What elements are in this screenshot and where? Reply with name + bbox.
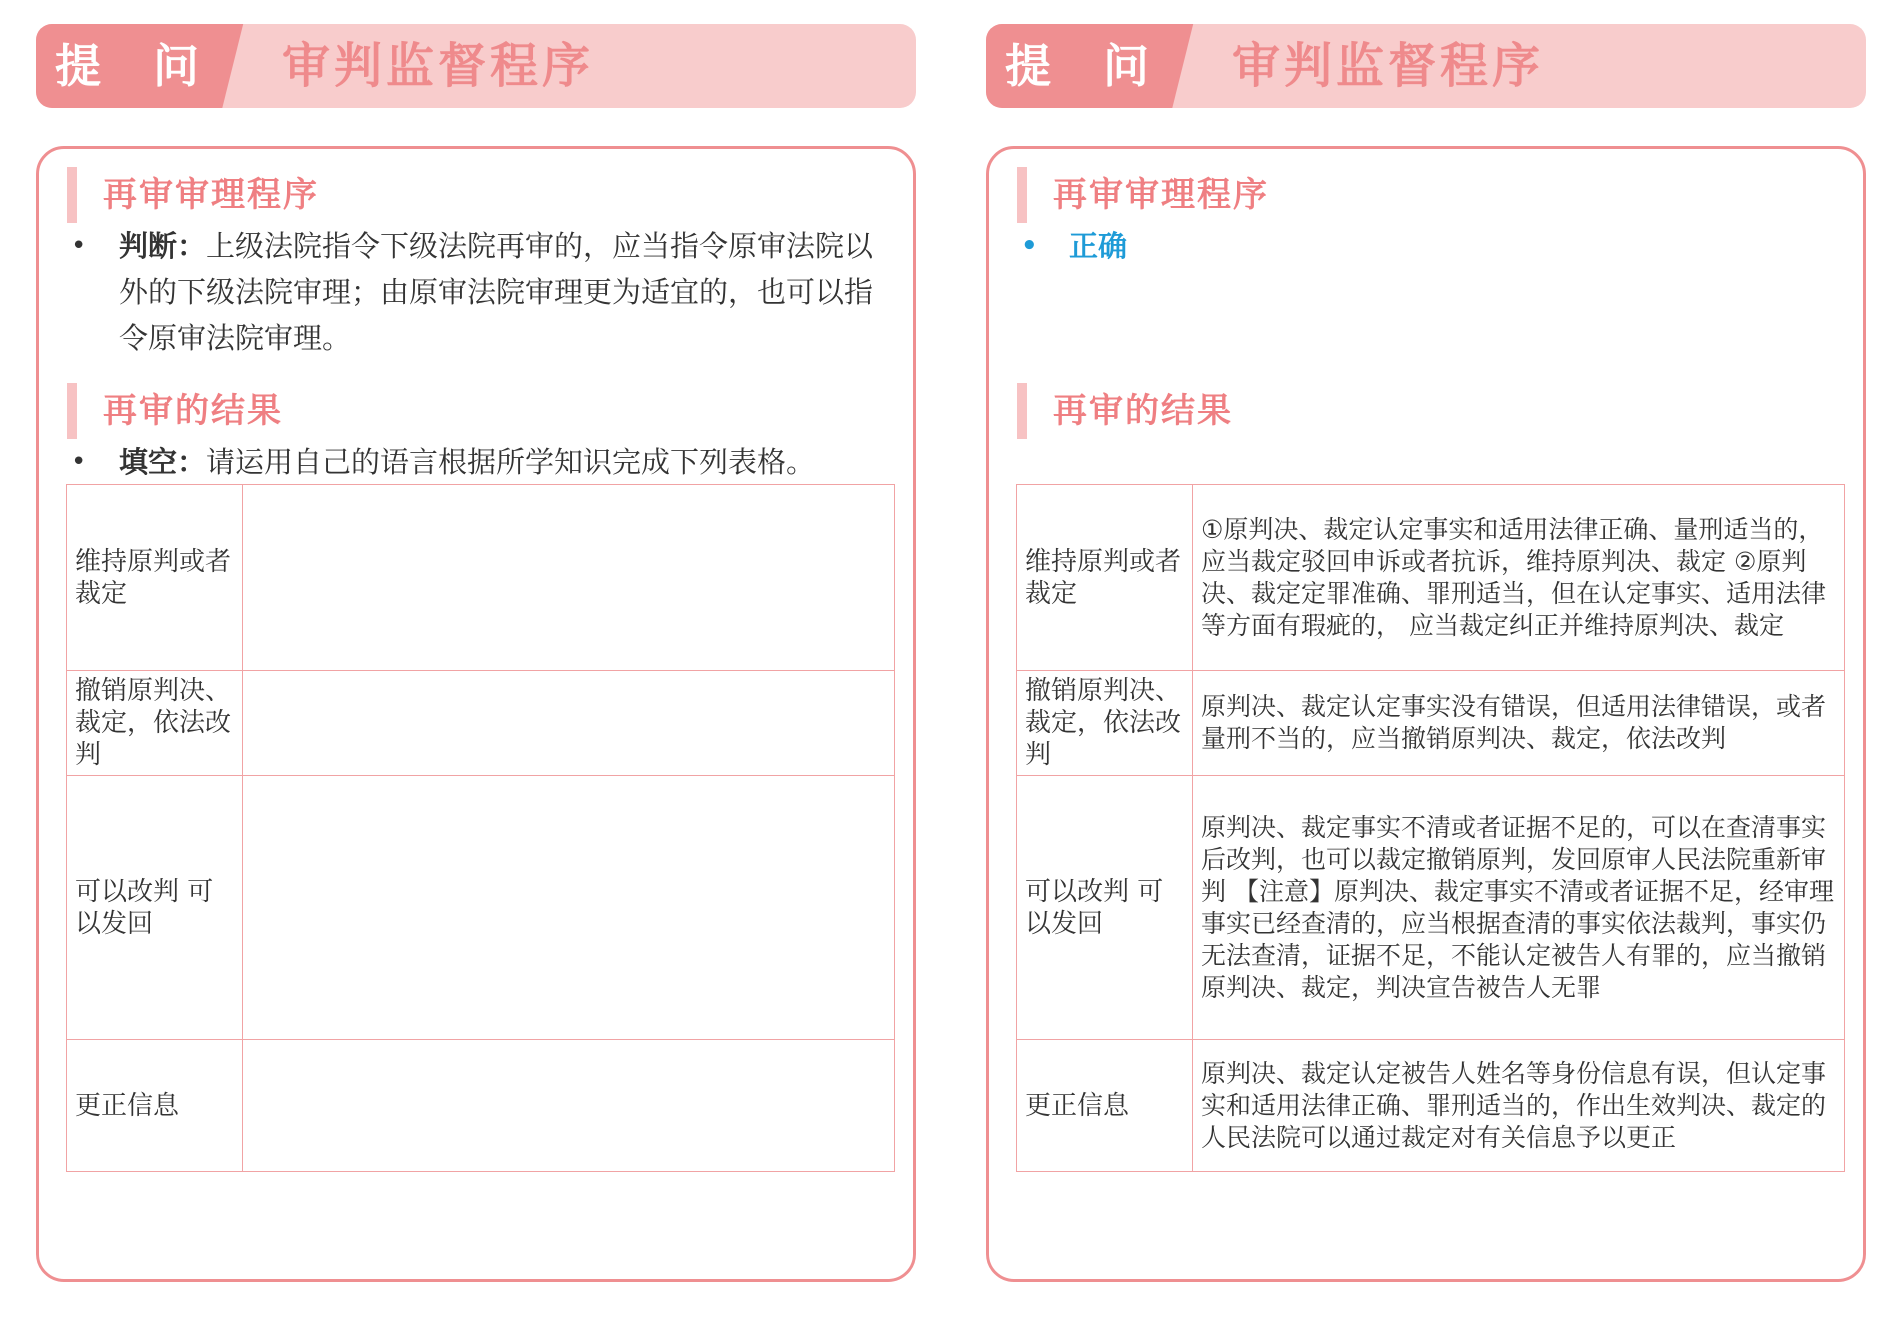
answer-cell[interactable] [243,776,895,1040]
row-label: 更正信息 [67,1040,243,1172]
row-label: 更正信息 [1017,1040,1193,1172]
banner-title: 审判监督程序 [282,38,595,94]
question-lead: 判断： [119,229,207,263]
banner-title: 审判监督程序 [1232,38,1545,94]
question-tag: 提 问 [986,24,1196,108]
row-label: 撤销原判决、裁定，依法改判 [1017,671,1193,776]
row-label: 维持原判或者裁定 [67,485,243,671]
question-lead: 填空： [119,445,207,479]
fill-blank-question [71,439,891,485]
answer-cell: 原判决、裁定事实不清或者证据不足的，可以在查清事实后改判，也可以裁定撤销原判，发回原审人民法院重新审判 【注意】原判决、裁定事实不清或者证据不足，经审理事实已经查清的，应当根据查清的事实依法裁判，事实仍无法查清，证据不足，不能认定被告人有罪的，应当撤销原判决、裁定，判决宣告被告人无罪 [1193,776,1845,1040]
section-title-retrial-result: 再审的结果 [67,383,283,439]
answer-cell[interactable] [243,485,895,671]
header-banner [36,24,916,108]
row-label: 可以改判 可以发回 [1017,776,1193,1040]
answer-panel-right [986,24,1866,1284]
answer-cell: ①原判决、裁定认定事实和适用法律正确、量刑适当的，应当裁定驳回申诉或者抗诉，维持原判决、裁定 ②原判决、裁定定罪准确、罪刑适当，但在认定事实、适用法律等方面有瑕疵的， 应当裁定纠正并维持原判决、裁定 [1193,485,1845,671]
answer-text: 正确 [1069,229,1128,263]
answer-cell[interactable] [243,1040,895,1172]
row-label: 维持原判或者裁定 [1017,485,1193,671]
table-row [1017,1040,1845,1172]
judgement-answer [1021,223,1841,269]
table-row [67,776,895,1040]
bullet-dot-icon: • [71,447,87,477]
question-text: 请运用自己的语言根据所学知识完成下列表格。 [206,445,816,479]
table-row [67,485,895,671]
bullet-dot-icon: • [71,231,87,261]
answer-cell: 原判决、裁定认定事实没有错误，但适用法律错误，或者量刑不当的，应当撤销原判决、裁定，依法改判 [1193,671,1845,776]
table-row [67,1040,895,1172]
question-card [36,146,916,1282]
table-row [1017,485,1845,671]
row-label: 撤销原判决、裁定，依法改判 [67,671,243,776]
answer-card [986,146,1866,1282]
table-row [1017,671,1845,776]
row-label: 可以改判 可以发回 [67,776,243,1040]
section-title-retrial-procedure: 再审审理程序 [1017,167,1269,223]
judgement-question [71,223,891,361]
bullet-dot-icon: • [1021,231,1038,261]
question-panel-left [36,24,916,1284]
answer-cell: 原判决、裁定认定被告人姓名等身份信息有误，但认定事实和适用法律正确、罪刑适当的，作出生效判决、裁定的人民法院可以通过裁定对有关信息予以更正 [1193,1040,1845,1172]
table-row [1017,776,1845,1040]
question-tag: 提 问 [36,24,246,108]
result-table-blank [66,484,895,1172]
answer-cell[interactable] [243,671,895,776]
section-title-retrial-procedure: 再审审理程序 [67,167,319,223]
question-text: 上级法院指令下级法院再审的，应当指令原审法院以外的下级法院审理；由原审法院审理更为适宜的，也可以指令原审法院审理。 [119,229,874,355]
result-table-answers [1016,484,1845,1172]
table-row [67,671,895,776]
header-banner [986,24,1866,108]
section-title-retrial-result: 再审的结果 [1017,383,1233,439]
